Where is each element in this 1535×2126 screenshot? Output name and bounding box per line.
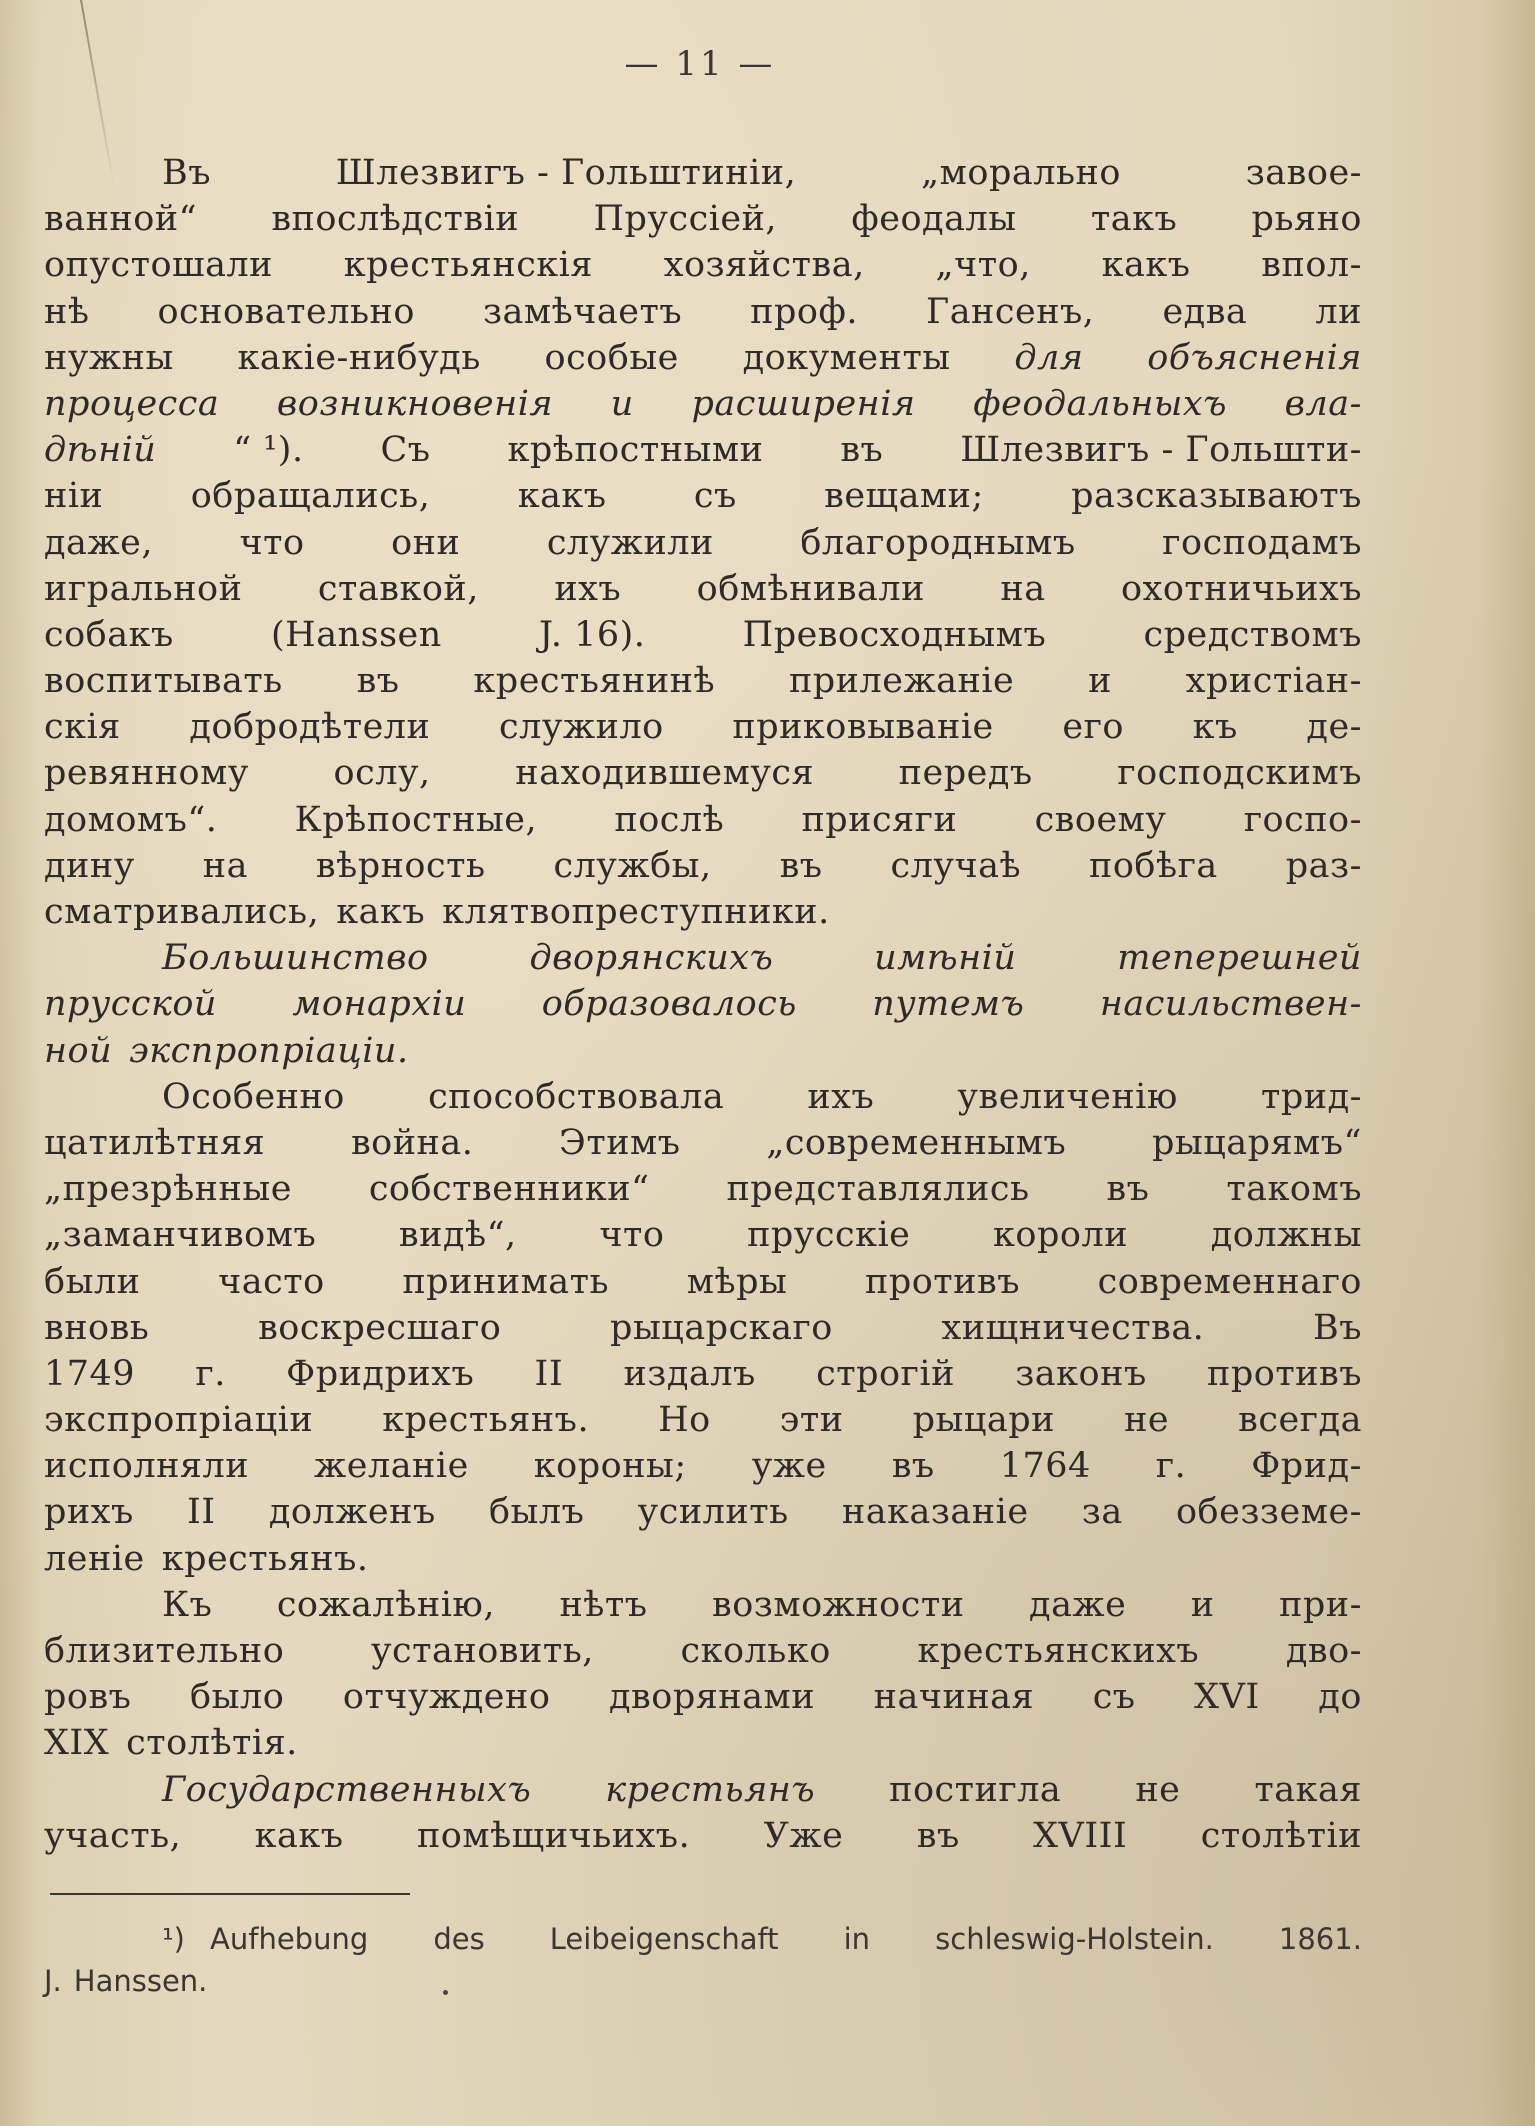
word: возможности: [712, 1584, 965, 1625]
word: сколько: [680, 1631, 831, 1671]
word: воспитывать: [44, 661, 283, 702]
word: XIX: [44, 1723, 110, 1764]
word: хозяйства,: [663, 245, 865, 286]
word: добродѣтели: [189, 707, 431, 748]
footnote-word: in: [843, 1922, 871, 1956]
word: J. 16).: [539, 614, 646, 655]
word: наказаніе: [841, 1492, 1029, 1533]
word: и: [610, 383, 634, 424]
word: феодалы: [851, 199, 1017, 240]
word: Въ: [1313, 1307, 1362, 1348]
word: война.: [350, 1122, 474, 1163]
word: для: [1014, 337, 1084, 378]
word: экспропріаціи: [44, 1400, 314, 1441]
word: ли: [1315, 291, 1362, 332]
word: его: [1062, 707, 1124, 748]
word: дво-: [1285, 1631, 1362, 1671]
word: служило: [498, 707, 664, 748]
word: 1749: [44, 1353, 136, 1394]
word: нѣ: [44, 291, 90, 332]
word: дворянскихъ: [529, 938, 774, 979]
text-line: [44, 1028, 1362, 1074]
text-line: [44, 1212, 1362, 1258]
word: какъ: [336, 892, 426, 932]
word: установить,: [370, 1631, 594, 1671]
word: такомъ: [1226, 1169, 1362, 1210]
word: при-: [1279, 1584, 1362, 1625]
word: что: [599, 1215, 665, 1256]
word: рыцарямъ“: [1151, 1122, 1362, 1163]
footnote-word: Aufhebung: [210, 1922, 369, 1956]
word: „заманчивомъ: [44, 1215, 317, 1256]
word: Государственныхъ: [162, 1769, 532, 1810]
word: “ ¹).: [233, 430, 304, 471]
word: ревянному: [44, 753, 249, 794]
word: особые: [544, 337, 679, 378]
word: мѣры: [686, 1261, 788, 1302]
body-text: [44, 150, 1362, 1859]
footnote-line: [44, 1960, 1362, 2002]
word: дѣній: [44, 430, 157, 471]
word: даже,: [44, 522, 153, 563]
word: вѣрность: [315, 845, 486, 886]
word: обмѣнивали: [696, 568, 925, 609]
word: Къ: [162, 1584, 213, 1625]
footnote-word: schleswig-Holstein.: [935, 1922, 1214, 1956]
text-line: [44, 981, 1362, 1027]
word: крестьянскихъ: [917, 1631, 1200, 1671]
footnote-marker: ¹): [162, 1922, 185, 1956]
text-line: [44, 242, 1362, 288]
word: госпо-: [1243, 799, 1362, 840]
word: они: [391, 522, 461, 563]
word: вновь: [44, 1307, 150, 1348]
word: эти: [779, 1400, 844, 1441]
text-line: [44, 473, 1362, 519]
word: расширенія: [691, 383, 916, 424]
word: 1764: [999, 1446, 1091, 1487]
text-line: [44, 1628, 1362, 1674]
word: рыцари: [912, 1400, 1056, 1441]
paragraph: [44, 150, 1362, 935]
word: помѣщичьихъ.: [416, 1815, 691, 1856]
footnote-word: Hanssen.: [73, 1964, 208, 1998]
word: христіан-: [1185, 661, 1362, 702]
word: что: [239, 522, 305, 563]
footnote-word: Leibeigenschaft: [549, 1922, 779, 1956]
word: игральной: [44, 568, 243, 609]
footnote-rule: [50, 1893, 410, 1895]
word: и: [1190, 1584, 1215, 1625]
word: какъ: [1101, 245, 1191, 286]
word: г.: [1155, 1446, 1187, 1487]
word: „современнымъ: [766, 1122, 1067, 1163]
text-line: [44, 196, 1362, 242]
text-line: [44, 335, 1362, 381]
word: Фрид-: [1251, 1446, 1362, 1487]
word: крестьянъ: [605, 1769, 816, 1810]
word: крестьянъ.: [382, 1400, 590, 1441]
word: близительно: [44, 1631, 285, 1671]
text-line: [44, 427, 1362, 473]
word: въ: [356, 661, 400, 702]
word: Уже: [763, 1815, 844, 1856]
paragraph: [44, 1767, 1362, 1859]
word: ихъ: [554, 568, 622, 609]
text-line: [44, 1074, 1362, 1120]
word: сожалѣнію,: [276, 1584, 496, 1625]
word: клятвопреступники.: [442, 892, 830, 932]
word: короли: [993, 1215, 1129, 1256]
word: принимать: [402, 1261, 610, 1302]
word: былъ: [488, 1492, 585, 1533]
word: были: [44, 1261, 141, 1302]
text-line: [44, 1120, 1362, 1166]
word: современнаго: [1097, 1261, 1362, 1302]
word: охотничьихъ: [1121, 568, 1362, 609]
word: рьяно: [1251, 199, 1362, 240]
word: собственники“: [368, 1169, 650, 1210]
text-line: [44, 1674, 1362, 1720]
text-line: [44, 843, 1362, 889]
word: впослѣдствіи: [271, 199, 520, 240]
word: ихъ: [807, 1076, 875, 1117]
word: прусскіе: [747, 1215, 911, 1256]
word: господамъ: [1162, 522, 1362, 563]
word: всегда: [1238, 1400, 1362, 1441]
word: даже: [1029, 1584, 1127, 1625]
word: способствовала: [428, 1076, 725, 1117]
word: разсказываютъ: [1071, 476, 1362, 517]
text-line: [44, 1351, 1362, 1397]
word: на: [1000, 568, 1046, 609]
word: документы: [742, 337, 951, 378]
word: Шлезвигъ - Гольшти-: [960, 430, 1362, 471]
word: крестьянскія: [343, 245, 593, 286]
text-line: [44, 381, 1362, 427]
word: цатилѣтняя: [44, 1122, 266, 1163]
word: Превосходнымъ: [742, 614, 1047, 655]
text-line: [44, 797, 1362, 843]
word: въ: [840, 430, 884, 471]
word: Фридрихъ: [286, 1353, 475, 1394]
word: находившемуся: [515, 753, 815, 794]
word: трид-: [1261, 1076, 1362, 1117]
word: видѣ“,: [398, 1215, 517, 1256]
word: приковываніе: [732, 707, 994, 748]
word: до: [1318, 1677, 1362, 1718]
page-number: — 11 —: [624, 44, 776, 84]
word: вла-: [1284, 383, 1362, 424]
paragraph: [44, 1074, 1362, 1582]
word: ной: [44, 1030, 113, 1071]
word: Пруссіей,: [593, 199, 778, 240]
word: рихъ: [44, 1492, 134, 1533]
word: какъ: [517, 476, 607, 517]
text-line: [44, 520, 1362, 566]
word: какъ: [254, 1815, 344, 1856]
word: II: [534, 1353, 564, 1394]
word: передъ: [898, 753, 1033, 794]
word: нужны: [44, 337, 174, 378]
word: начиная: [873, 1677, 1035, 1718]
word: дину: [44, 845, 135, 886]
text-line: [44, 750, 1362, 796]
word: замѣчаетъ: [482, 291, 683, 332]
word: не: [1135, 1769, 1181, 1810]
footnote: [44, 1918, 1362, 2002]
word: желаніе: [314, 1446, 469, 1487]
word: строгій: [816, 1353, 955, 1394]
text-line: [44, 1536, 1362, 1582]
paragraph: [44, 935, 1362, 1074]
word: Въ: [162, 153, 211, 193]
word: Особенно: [162, 1076, 345, 1117]
word: въ: [891, 1446, 935, 1487]
text-line: [44, 889, 1362, 935]
word: исполняли: [44, 1446, 250, 1487]
text-line: [44, 289, 1362, 335]
word: проф.: [750, 291, 858, 332]
word: домомъ“.: [44, 799, 218, 840]
word: вещами;: [824, 476, 984, 517]
text-line: [44, 612, 1362, 658]
word: феодальныхъ: [973, 383, 1227, 424]
word: процесса: [44, 383, 220, 424]
word: службы,: [553, 845, 712, 886]
word: монархіи: [292, 984, 467, 1025]
word: имѣній: [874, 938, 1017, 979]
text-line: [44, 1443, 1362, 1489]
word: Крѣпостные,: [294, 799, 538, 840]
word: сматривались,: [44, 892, 320, 932]
word: послѣ: [614, 799, 725, 840]
word: леніе: [44, 1538, 145, 1579]
word: постигла: [889, 1769, 1062, 1810]
word: короны;: [533, 1446, 687, 1487]
word: объясненія: [1147, 337, 1362, 378]
word: на: [202, 845, 248, 886]
text-line: [44, 1259, 1362, 1305]
word: противъ: [1207, 1353, 1362, 1394]
text-line: [44, 1720, 1362, 1766]
word: столѣтіи: [1200, 1815, 1362, 1856]
word: „морально: [921, 153, 1121, 193]
word: хищничества.: [941, 1307, 1205, 1348]
word: крѣпостными: [507, 430, 764, 471]
word: уже: [751, 1446, 827, 1487]
word: воскресшаго: [258, 1307, 502, 1348]
word: присяги: [801, 799, 958, 840]
word: (Hanssen: [271, 614, 442, 655]
word: насильствен-: [1099, 984, 1362, 1025]
word: издалъ: [623, 1353, 756, 1394]
word: XVI: [1194, 1677, 1260, 1718]
word: отчуждено: [342, 1677, 551, 1718]
word: возникновенія: [276, 383, 554, 424]
word: къ: [1192, 707, 1238, 748]
word: II: [186, 1492, 216, 1533]
word: XVIII: [1033, 1815, 1128, 1856]
ink-speck: [443, 1990, 448, 1995]
word: Большинство: [162, 938, 429, 979]
word: Шлезвигъ - Гольштиніи,: [335, 153, 797, 193]
word: благороднымъ: [800, 522, 1076, 563]
word: основательно: [157, 291, 415, 332]
word: съ: [1092, 1677, 1136, 1718]
word: ставкой,: [317, 568, 479, 609]
word: участь,: [44, 1815, 182, 1856]
word: противъ: [865, 1261, 1020, 1302]
word: должны: [1210, 1215, 1362, 1256]
text-line: [44, 935, 1362, 981]
word: ровъ: [44, 1677, 132, 1718]
text-line: [44, 1582, 1362, 1628]
word: увеличенію: [957, 1076, 1178, 1117]
word: собакъ: [44, 614, 174, 655]
word: образовалось: [541, 984, 797, 1025]
word: теперешней: [1117, 938, 1362, 979]
word: обращались,: [190, 476, 431, 517]
text-line: [44, 1813, 1362, 1859]
word: ослу,: [333, 753, 431, 794]
word: побѣга: [1089, 845, 1218, 886]
word: Съ: [380, 430, 431, 471]
word: ванной“: [44, 199, 198, 240]
word: ніи: [44, 476, 104, 517]
word: завое-: [1245, 153, 1362, 193]
word: прусской: [44, 984, 217, 1025]
footnote-word: des: [433, 1922, 485, 1956]
word: Гансенъ,: [926, 291, 1095, 332]
word: какіе-нибудь: [237, 337, 481, 378]
text-line: [44, 1767, 1362, 1813]
footnote-line: [44, 1918, 1362, 1960]
word: г.: [195, 1353, 226, 1394]
word: законъ: [1015, 1353, 1147, 1394]
word: нѣтъ: [559, 1584, 648, 1625]
word: такая: [1254, 1769, 1362, 1810]
text-line: [44, 704, 1362, 750]
paragraph: [44, 1582, 1362, 1767]
word: рыцарскаго: [610, 1307, 833, 1348]
word: часто: [218, 1261, 325, 1302]
footnote-word: J.: [44, 1964, 62, 1998]
word: экспропріаціи.: [129, 1030, 409, 1071]
text-line: [44, 1489, 1362, 1535]
word: впол-: [1261, 245, 1362, 286]
word: крестьянъ.: [161, 1538, 369, 1579]
text-line: [44, 1397, 1362, 1443]
footnote-word: 1861.: [1278, 1922, 1362, 1956]
word: едва: [1162, 291, 1248, 332]
text-line: [44, 1305, 1362, 1351]
word: въ: [779, 845, 823, 886]
word: въ: [916, 1815, 960, 1856]
word: „презрѣнные: [44, 1169, 292, 1210]
word: усилить: [637, 1492, 789, 1533]
text-line: [44, 658, 1362, 704]
word: не: [1124, 1400, 1170, 1441]
word: средствомъ: [1143, 614, 1362, 655]
word: де-: [1306, 707, 1362, 748]
word: раз-: [1285, 845, 1362, 886]
word: господскимъ: [1117, 753, 1362, 794]
word: такъ: [1090, 199, 1178, 240]
word: дворянами: [609, 1677, 816, 1718]
word: и: [1088, 661, 1112, 702]
word: Этимъ: [559, 1122, 681, 1163]
word: за: [1081, 1492, 1123, 1533]
word: представлялись: [726, 1169, 1030, 1210]
text-line: [44, 566, 1362, 612]
word: столѣтія.: [126, 1723, 298, 1764]
word: долженъ: [268, 1492, 436, 1533]
word: скія: [44, 707, 121, 748]
word: въ: [1106, 1169, 1150, 1210]
word: прилежаніе: [788, 661, 1015, 702]
word: путемъ: [872, 984, 1025, 1025]
word: опустошали: [44, 245, 273, 286]
word: было: [190, 1677, 285, 1718]
word: Но: [658, 1400, 711, 1441]
word: „что,: [935, 245, 1031, 286]
word: обезземе-: [1175, 1492, 1362, 1533]
word: съ: [693, 476, 737, 517]
text-line: [44, 1166, 1362, 1212]
word: случаѣ: [890, 845, 1022, 886]
word: служили: [546, 522, 714, 563]
text-line: [44, 150, 1362, 196]
word: крестьянинѣ: [473, 661, 716, 702]
word: своему: [1034, 799, 1167, 840]
